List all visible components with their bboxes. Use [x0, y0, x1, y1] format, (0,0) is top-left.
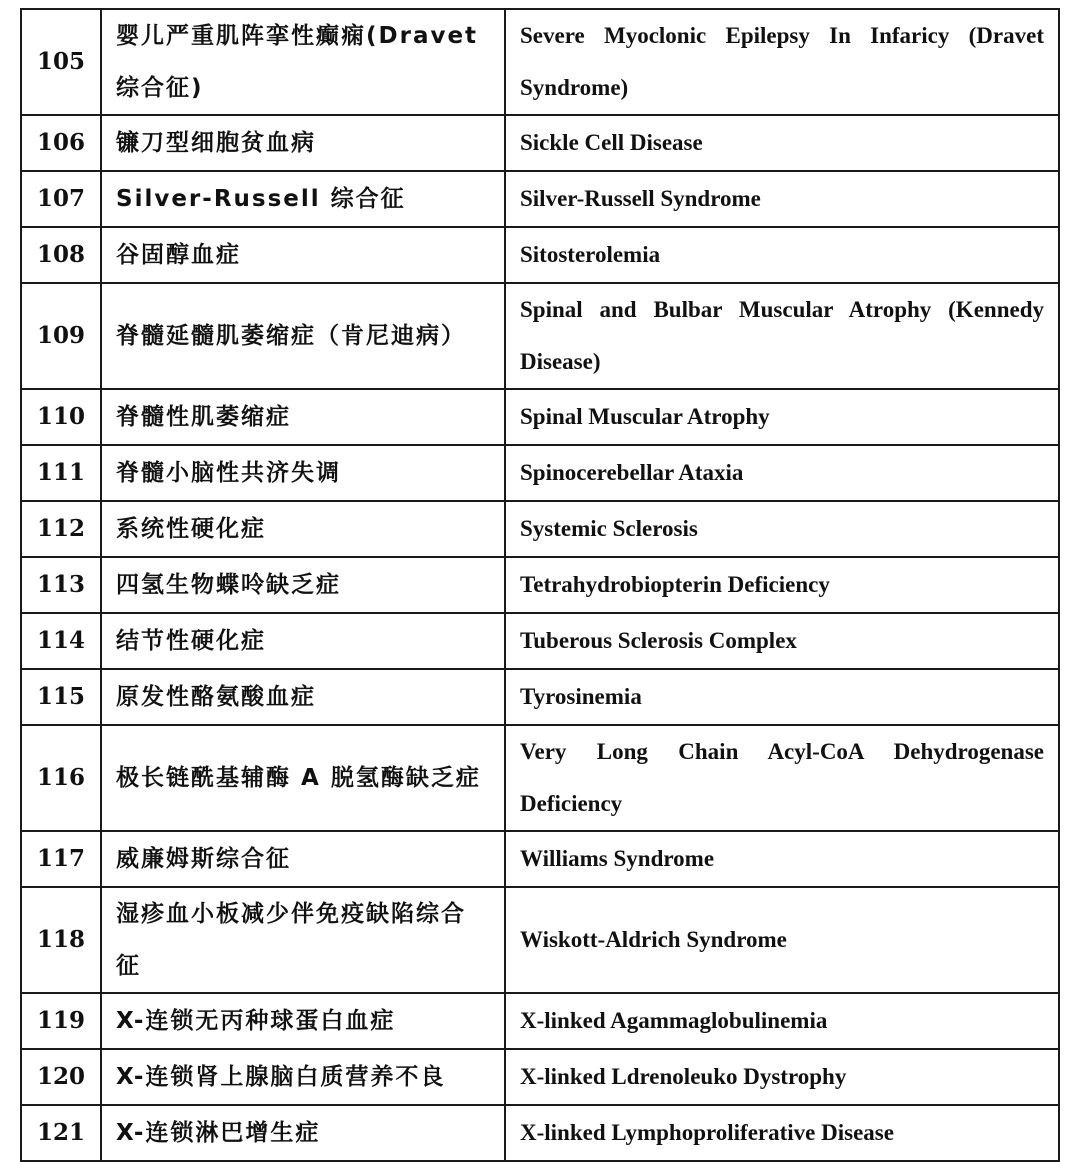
chinese-name: 婴儿严重肌阵挛性癫痫(Dravet 综合征) — [101, 9, 505, 115]
english-name: Spinal Muscular Atrophy — [505, 389, 1059, 445]
english-name: Tetrahydrobiopterin Deficiency — [505, 557, 1059, 613]
english-name: Wiskott-Aldrich Syndrome — [505, 887, 1059, 993]
chinese-name: X-连锁无丙种球蛋白血症 — [101, 993, 505, 1049]
chinese-name: 威廉姆斯综合征 — [101, 831, 505, 887]
chinese-name: 脊髓小脑性共济失调 — [101, 445, 505, 501]
chinese-name: 原发性酪氨酸血症 — [101, 669, 505, 725]
table-row — [21, 389, 1059, 445]
row-number: 108 — [21, 227, 101, 283]
english-name: X-linked Lymphoproliferative Disease — [505, 1105, 1059, 1161]
row-number: 112 — [21, 501, 101, 557]
table-row — [21, 283, 1059, 389]
english-name: Spinocerebellar Ataxia — [505, 445, 1059, 501]
english-name: Severe Myoclonic Epilepsy In Infaricy (Dravet Syndrome) — [505, 9, 1059, 115]
table-row — [21, 115, 1059, 171]
chinese-name: 极长链酰基辅酶 A 脱氢酶缺乏症 — [101, 725, 505, 831]
row-number: 105 — [21, 9, 101, 115]
row-number: 121 — [21, 1105, 101, 1161]
table-row — [21, 171, 1059, 227]
table-row — [21, 613, 1059, 669]
chinese-name: 结节性硬化症 — [101, 613, 505, 669]
chinese-name: 四氢生物蝶呤缺乏症 — [101, 557, 505, 613]
table-row — [21, 831, 1059, 887]
english-name: Tuberous Sclerosis Complex — [505, 613, 1059, 669]
table-row — [21, 9, 1059, 115]
row-number: 113 — [21, 557, 101, 613]
english-name: Spinal and Bulbar Muscular Atrophy (Kennedy Disease) — [505, 283, 1059, 389]
chinese-name: 谷固醇血症 — [101, 227, 505, 283]
row-number: 116 — [21, 725, 101, 831]
row-number: 117 — [21, 831, 101, 887]
english-name: Williams Syndrome — [505, 831, 1059, 887]
chinese-name: 镰刀型细胞贫血病 — [101, 115, 505, 171]
row-number: 118 — [21, 887, 101, 993]
chinese-name: X-连锁淋巴增生症 — [101, 1105, 505, 1161]
row-number: 115 — [21, 669, 101, 725]
chinese-name: 脊髓延髓肌萎缩症（肯尼迪病） — [101, 283, 505, 389]
row-number: 110 — [21, 389, 101, 445]
chinese-name: X-连锁肾上腺脑白质营养不良 — [101, 1049, 505, 1105]
row-number: 109 — [21, 283, 101, 389]
row-number: 119 — [21, 993, 101, 1049]
english-name: Sickle Cell Disease — [505, 115, 1059, 171]
english-name: Systemic Sclerosis — [505, 501, 1059, 557]
table-row — [21, 669, 1059, 725]
row-number: 120 — [21, 1049, 101, 1105]
chinese-name: 系统性硬化症 — [101, 501, 505, 557]
chinese-name: Silver-Russell 综合征 — [101, 171, 505, 227]
row-number: 114 — [21, 613, 101, 669]
table-row — [21, 725, 1059, 831]
row-number: 107 — [21, 171, 101, 227]
english-name: X-linked Ldrenoleuko Dystrophy — [505, 1049, 1059, 1105]
english-name: Very Long Chain Acyl-CoA Dehydrogenase Deficiency — [505, 725, 1059, 831]
table-row — [21, 993, 1059, 1049]
table-row — [21, 501, 1059, 557]
table-row — [21, 445, 1059, 501]
rare-disease-table — [20, 8, 1060, 1162]
table-row — [21, 557, 1059, 613]
table-row — [21, 227, 1059, 283]
chinese-name: 脊髓性肌萎缩症 — [101, 389, 505, 445]
english-name: Tyrosinemia — [505, 669, 1059, 725]
english-name: X-linked Agammaglobulinemia — [505, 993, 1059, 1049]
row-number: 106 — [21, 115, 101, 171]
table-row — [21, 1049, 1059, 1105]
table-row — [21, 887, 1059, 993]
english-name: Sitosterolemia — [505, 227, 1059, 283]
english-name: Silver-Russell Syndrome — [505, 171, 1059, 227]
chinese-name: 湿疹血小板减少伴免疫缺陷综合征 — [101, 887, 505, 993]
table-row — [21, 1105, 1059, 1161]
row-number: 111 — [21, 445, 101, 501]
